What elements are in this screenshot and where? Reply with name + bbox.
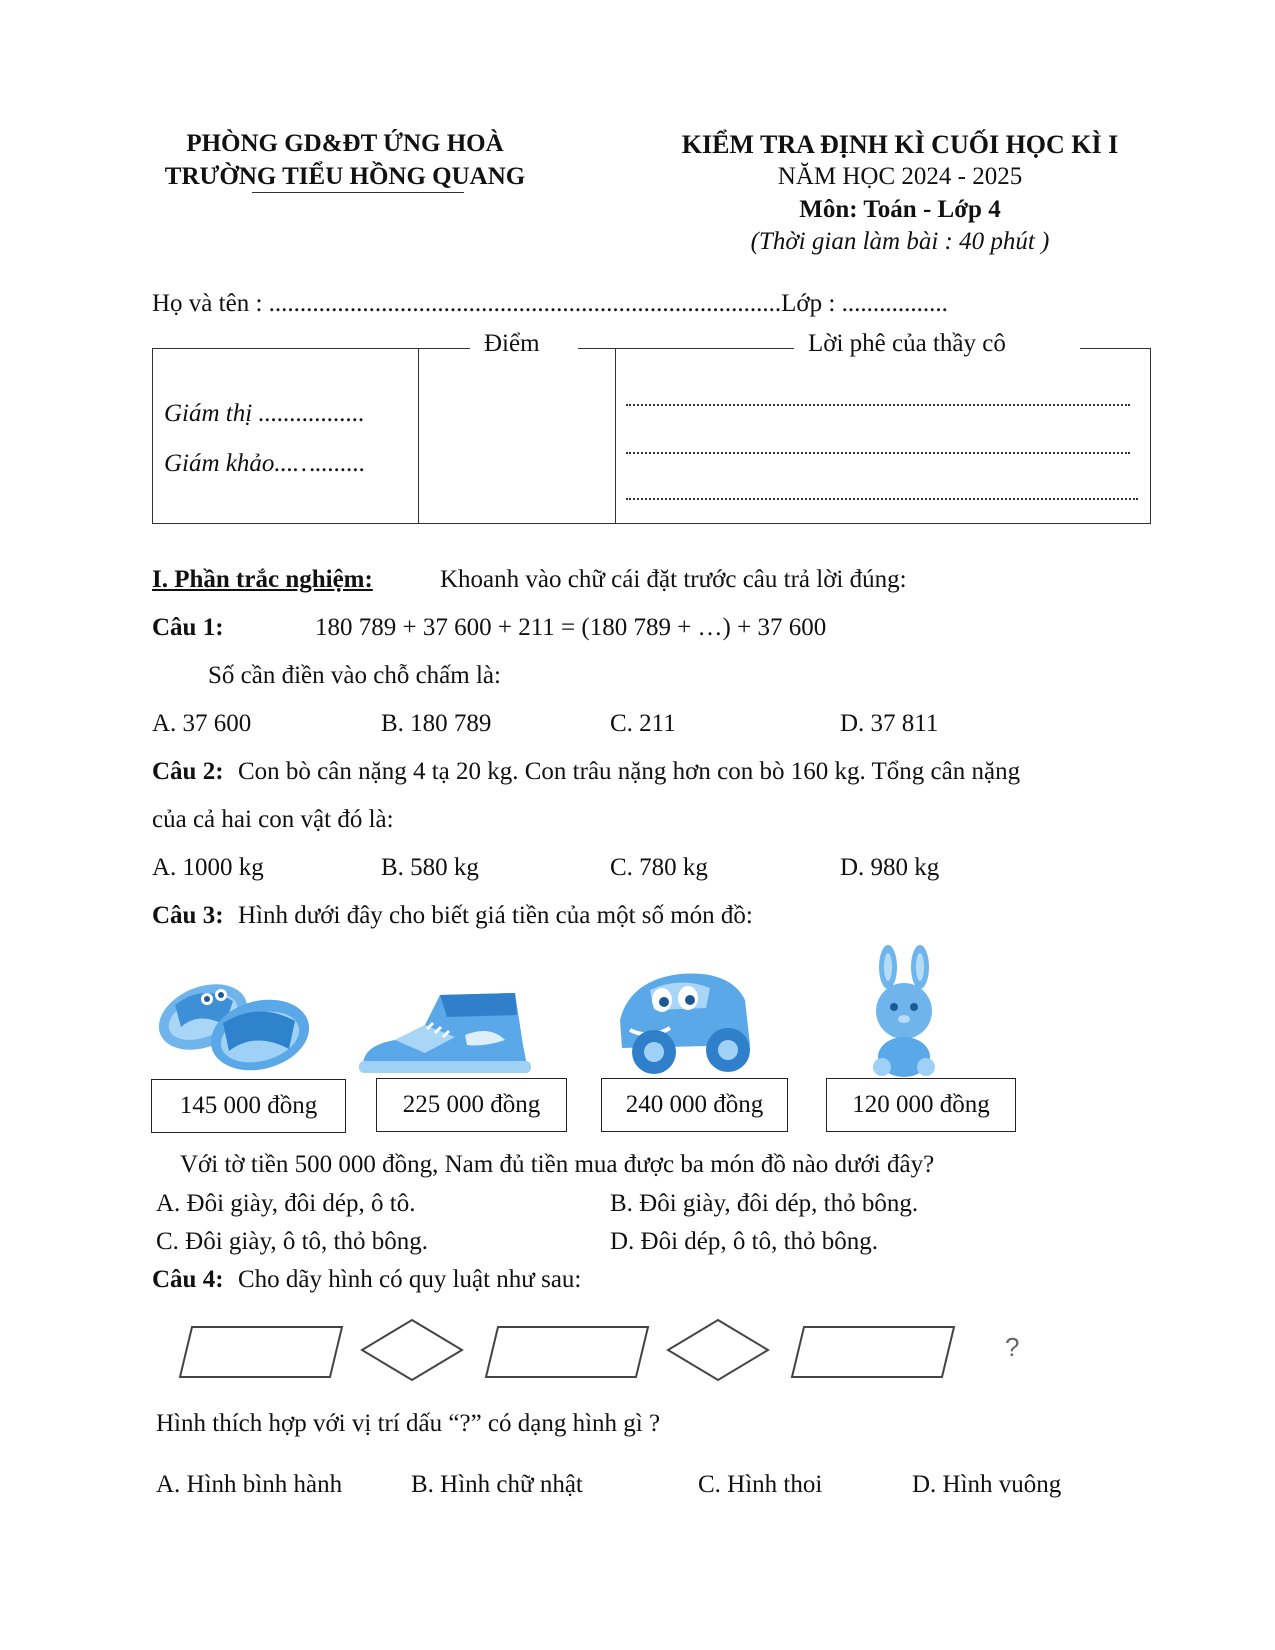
proctor-signature: Giám thị ................. — [164, 400, 365, 427]
question-mark: ? — [1005, 1332, 1020, 1362]
examiner-signature: Giám khảo...…........ — [164, 450, 366, 477]
shape-sequence — [170, 1315, 1050, 1390]
question-2-label: Câu 2: — [152, 758, 224, 785]
question-3-option-b[interactable]: B. Đôi giày, đôi dép, thỏ bông. — [610, 1190, 919, 1217]
price-tag-car: 240 000 đồng — [601, 1078, 788, 1132]
sneaker-icon — [355, 985, 535, 1080]
rhombus-shape — [668, 1320, 768, 1380]
price-tag-sandals: 145 000 đồng — [151, 1079, 346, 1133]
student-name-field: Họ và tên : ..................................................................................Lớp : ................. — [152, 290, 948, 317]
question-2-text-cont: của cả hai con vật đó là: — [152, 806, 394, 833]
question-2-text: Con bò cân nặng 4 tạ 20 kg. Con trâu nặng hơn con bò 160 kg. Tổng cân nặng — [238, 758, 1021, 785]
question-1-option-a[interactable]: A. 37 600 — [152, 710, 252, 737]
question-1-option-d[interactable]: D. 37 811 — [840, 710, 939, 737]
question-4-label: Câu 4: — [152, 1266, 224, 1293]
question-2-option-a[interactable]: A. 1000 kg — [152, 854, 264, 881]
parallelogram-shape — [180, 1327, 342, 1377]
question-2-option-d[interactable]: D. 980 kg — [840, 854, 940, 881]
sandals-icon — [155, 965, 320, 1080]
school-underline — [252, 192, 464, 193]
question-3-option-d[interactable]: D. Đôi dép, ô tô, thỏ bông. — [610, 1228, 879, 1255]
exam-title: KIỂM TRA ĐỊNH KÌ CUỐI HỌC KÌ I — [681, 130, 1119, 159]
question-1-expression: 180 789 + 37 600 + 211 = (180 789 + …) + 37 600 — [315, 614, 827, 641]
comment-line — [626, 404, 1130, 406]
question-4-option-d[interactable]: D. Hình vuông — [912, 1471, 1062, 1498]
question-3-label: Câu 3: — [152, 902, 224, 929]
rhombus-shape — [362, 1320, 462, 1380]
comment-label: Lời phê của thầy cô — [808, 330, 1006, 357]
question-2-option-c[interactable]: C. 780 kg — [610, 854, 708, 881]
department-name: PHÒNG GD&ĐT ỨNG HOÀ — [186, 130, 504, 157]
question-3-option-a[interactable]: A. Đôi giày, đôi dép, ô tô. — [156, 1190, 416, 1217]
question-1-option-b[interactable]: B. 180 789 — [381, 710, 492, 737]
price-tag-sneaker: 225 000 đồng — [376, 1078, 567, 1132]
section-instruction: Khoanh vào chữ cái đặt trước câu trả lời đúng: — [440, 566, 907, 593]
comment-line — [626, 498, 1138, 500]
comment-line — [626, 452, 1130, 454]
question-1-option-c[interactable]: C. 211 — [610, 710, 676, 737]
toy-car-icon — [610, 960, 760, 1080]
question-4-text: Cho dãy hình có quy luật như sau: — [238, 1266, 582, 1293]
question-3-option-c[interactable]: C. Đôi giày, ô tô, thỏ bông. — [156, 1228, 428, 1255]
school-name: TRƯỜNG TIỂU HỒNG QUANG — [164, 163, 526, 190]
plush-rabbit-icon — [862, 945, 947, 1080]
question-4-option-b[interactable]: B. Hình chữ nhật — [411, 1471, 583, 1498]
question-2-option-b[interactable]: B. 580 kg — [381, 854, 479, 881]
parallelogram-shape — [792, 1327, 954, 1377]
parallelogram-shape — [486, 1327, 648, 1377]
question-3-question: Với tờ tiền 500 000 đồng, Nam đủ tiền mua được ba món đồ nào dưới đây? — [180, 1151, 935, 1178]
subject: Môn: Toán - Lớp 4 — [799, 196, 1001, 223]
question-4-option-a[interactable]: A. Hình bình hành — [156, 1471, 343, 1498]
question-4-question: Hình thích hợp với vị trí dấu “?” có dạng hình gì ? — [156, 1410, 661, 1437]
section-title: I. Phần trắc nghiệm: — [152, 566, 373, 593]
duration: (Thời gian làm bài : 40 phút ) — [750, 228, 1050, 255]
question-1-label: Câu 1: — [152, 614, 224, 641]
score-label: Điểm — [484, 330, 540, 357]
school-year: NĂM HỌC 2024 - 2025 — [777, 163, 1023, 190]
question-3-text: Hình dưới đây cho biết giá tiền của một số món đồ: — [238, 902, 753, 929]
question-1-prompt: Số cần điền vào chỗ chấm là: — [208, 662, 501, 689]
question-4-option-c[interactable]: C. Hình thoi — [698, 1471, 823, 1498]
price-tag-rabbit: 120 000 đồng — [826, 1078, 1016, 1132]
